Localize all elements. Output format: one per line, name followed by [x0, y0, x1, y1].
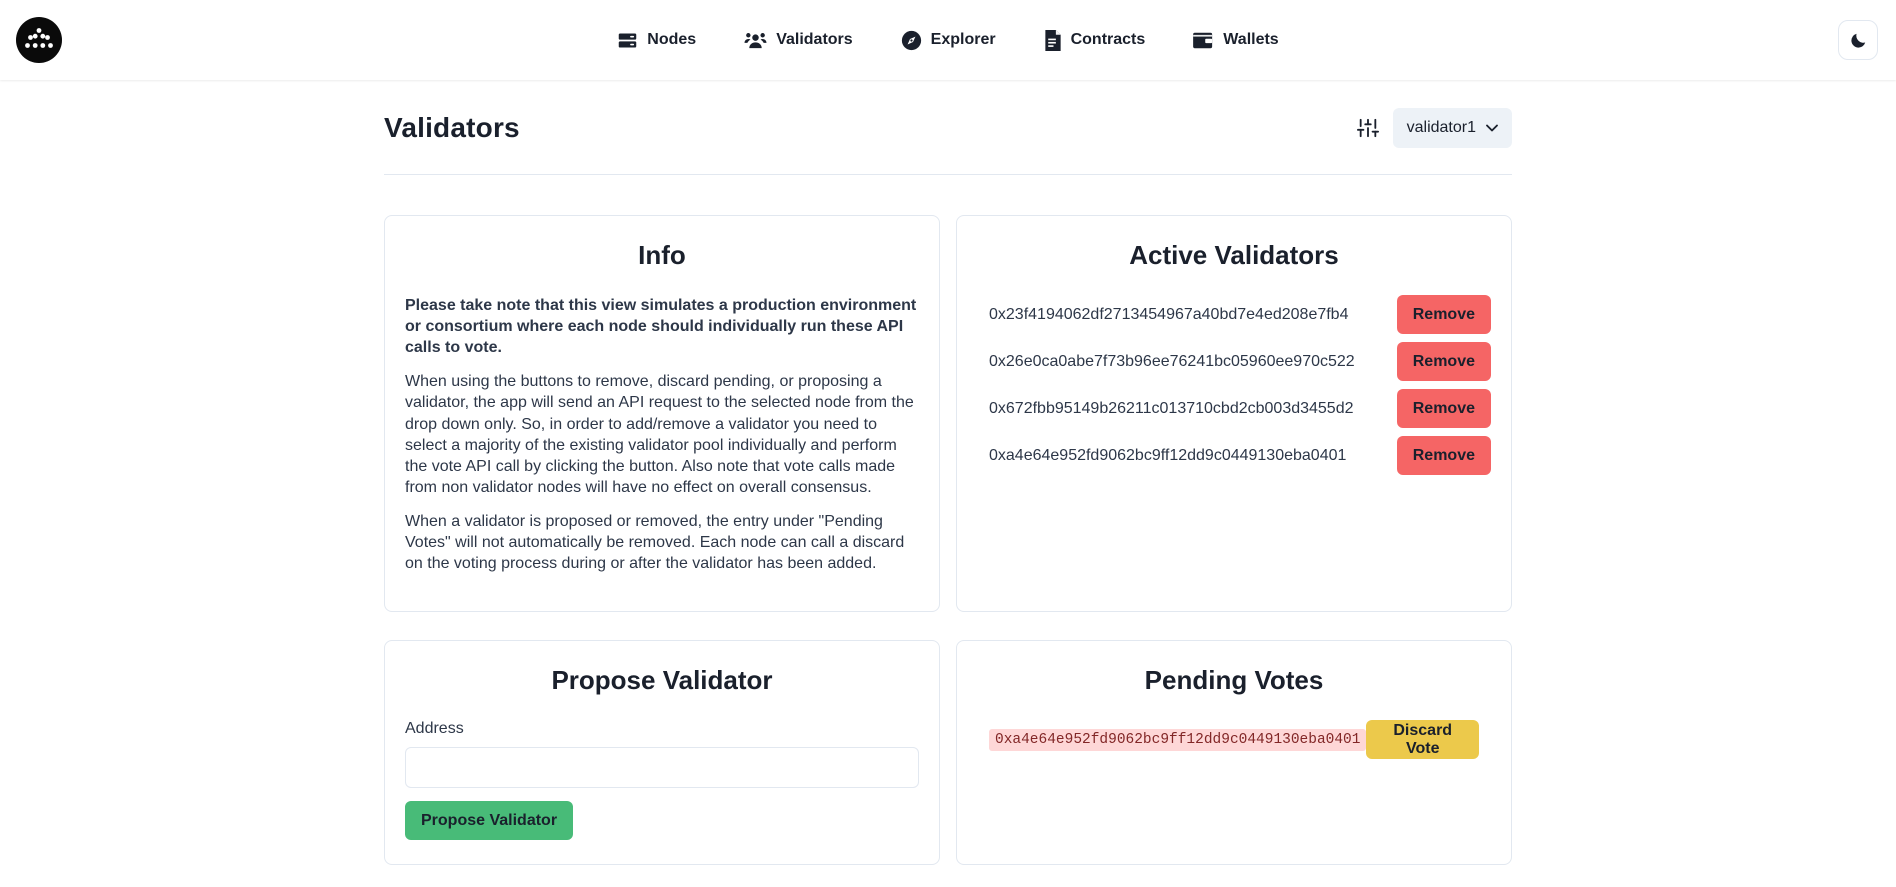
filter-sliders-icon[interactable] — [1357, 117, 1379, 139]
nav-item-validators[interactable] — [744, 30, 852, 51]
compass-icon — [901, 30, 922, 51]
validator-address: 0x26e0ca0abe7f73b96ee76241bc05960ee970c522 — [989, 352, 1355, 370]
document-icon — [1044, 30, 1062, 51]
nav-label: Contracts — [1070, 31, 1146, 48]
server-icon — [617, 30, 638, 51]
address-input[interactable] — [405, 747, 919, 788]
dark-mode-toggle-button[interactable] — [1838, 20, 1878, 60]
remove-validator-button[interactable]: Remove — [1397, 436, 1491, 475]
info-card-title: Info — [638, 240, 686, 270]
info-paragraph: When using the buttons to remove, discard pending, or proposing a validator, the app will send an API request to the selected node from the drop down only. So, in order to add/remove a validator you need to select a majority of the existing validator pool individually and perform the vote API call by clicking the button. Also note that vote calls made from non validator nodes will have no effect on overall consensus. — [405, 373, 914, 496]
moon-icon — [1849, 31, 1868, 50]
validator-row — [977, 389, 1491, 428]
propose-validator-card — [384, 640, 940, 865]
page-title: Validators — [384, 112, 520, 143]
nav-item-contracts[interactable] — [1044, 30, 1146, 51]
validator-address: 0x23f4194062df2713454967a40bd7e4ed208e7fb4 — [989, 305, 1349, 323]
nav-item-nodes[interactable] — [617, 30, 696, 51]
wallet-icon — [1193, 31, 1214, 50]
nav-item-explorer[interactable] — [901, 30, 996, 51]
page-header — [384, 108, 1512, 148]
besu-dots-logo-icon — [15, 16, 63, 64]
node-select-dropdown[interactable] — [1393, 108, 1512, 148]
remove-validator-button[interactable]: Remove — [1397, 389, 1491, 428]
nav-label: Explorer — [930, 31, 996, 48]
propose-validator-title: Propose Validator — [551, 665, 773, 696]
main-content — [384, 108, 1512, 865]
nav-label: Validators — [776, 31, 853, 48]
info-card — [384, 215, 940, 612]
node-selector-controls — [1357, 108, 1512, 148]
propose-validator-button[interactable]: Propose Validator — [405, 801, 573, 840]
pending-vote-address: 0xa4e64e952fd9062bc9ff12dd9c0449130eba0401 — [989, 729, 1366, 751]
validator-row — [977, 295, 1491, 334]
address-field-label: Address — [405, 720, 464, 738]
info-paragraph-lead: Please take note that this view simulates a production environment or consortium where each node should individually run these API calls to vote. — [405, 297, 917, 357]
validator-row — [977, 342, 1491, 381]
users-group-icon — [744, 30, 767, 51]
nav-item-wallets[interactable] — [1193, 31, 1278, 50]
selected-node-label: validator1 — [1406, 119, 1476, 136]
chevron-down-icon — [1486, 124, 1498, 132]
validator-address: 0x672fbb95149b26211c013710cbd2cb003d3455d2 — [989, 399, 1354, 417]
pending-vote-row — [977, 720, 1491, 759]
pending-votes-card — [956, 640, 1512, 865]
nav-label: Nodes — [647, 31, 697, 48]
header-divider — [384, 174, 1512, 175]
remove-validator-button[interactable]: Remove — [1397, 295, 1491, 334]
remove-validator-button[interactable]: Remove — [1397, 342, 1491, 381]
active-validators-card — [956, 215, 1512, 612]
pending-votes-title: Pending Votes — [1144, 665, 1324, 696]
validator-address: 0xa4e64e952fd9062bc9ff12dd9c0449130eba0401 — [989, 446, 1347, 464]
discard-vote-button[interactable]: Discard Vote — [1366, 720, 1479, 759]
active-validators-title: Active Validators — [1129, 240, 1339, 270]
info-paragraph: When a validator is proposed or removed, the entry under "Pending Votes" will not automatically be removed. Each node can call a discard on the voting process during or after the validator has been added. — [405, 512, 905, 573]
validator-row — [977, 436, 1491, 475]
nav-label: Wallets — [1223, 31, 1279, 48]
info-card-body — [405, 295, 919, 574]
main-nav — [617, 30, 1278, 51]
top-navbar — [0, 0, 1896, 80]
cards-grid — [384, 215, 1512, 865]
app-logo[interactable] — [15, 16, 63, 64]
